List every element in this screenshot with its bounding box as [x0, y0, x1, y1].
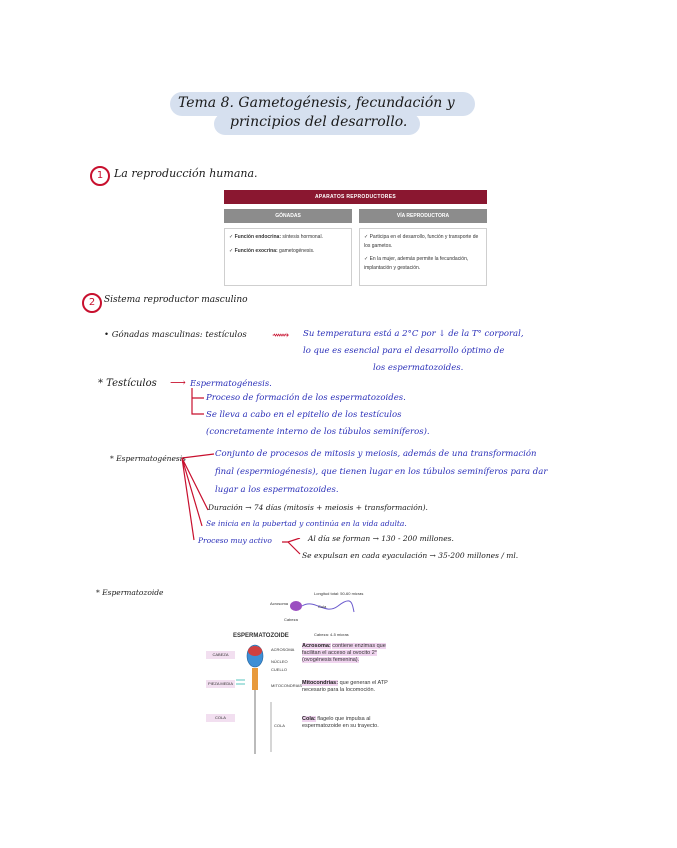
- section-1-heading: La reproducción humana.: [114, 167, 258, 180]
- fig-head-size: Cabeza: 4-5 micras: [314, 632, 349, 637]
- testiculos-target: Espermatogénesis.: [190, 379, 272, 389]
- section-2-heading: Sistema reproductor masculino: [104, 295, 248, 305]
- testiculos-point-3: (concretamente interno de los túbulos seminíferos).: [206, 427, 430, 437]
- testiculos-label: * Testículos: [98, 378, 157, 389]
- gonadas-note-2: lo que es esencial para el desarrollo óptimo de: [303, 346, 505, 356]
- gonadas-note-3: los espermatozoides.: [373, 363, 464, 373]
- section-2-number: 2: [82, 293, 102, 313]
- table-col-via: VÍA REPRODUCTORA: [359, 209, 487, 223]
- fig-cabeza: Cabeza: [284, 617, 298, 622]
- espermatogenesis-label: * Espermatogénesis: [110, 454, 186, 463]
- desc-cola: Cola: flagelo que impulsa al espermatozoide en su trayecto.: [302, 716, 379, 729]
- espermatogenesis-def-3: lugar a los espermatozoides.: [215, 485, 339, 495]
- activo-dia: Al día se forman → 130 - 200 millones.: [308, 534, 454, 543]
- gonadas-label: • Gónadas masculinas: testículos: [104, 330, 247, 340]
- reproductive-table: [224, 190, 487, 286]
- desc-mitocondrias: Mitocondrias: que generan el ATP necesario para la locomoción.: [302, 680, 388, 693]
- tag-cola: COLA: [206, 714, 235, 722]
- fig-cola: Cola: [318, 604, 327, 609]
- fan-arrows-icon: [180, 450, 220, 545]
- table-col-gonadas: GÓNADAS: [224, 209, 352, 223]
- fig-title: ESPERMATOZOIDE: [233, 633, 289, 639]
- activo-branch-icon: [282, 538, 304, 560]
- table-cell-via: [359, 228, 487, 286]
- page-title-line2: principios del desarrollo.: [230, 114, 408, 130]
- part-mitocondrias: MITOCONDRIAS: [271, 683, 303, 688]
- desc-acrosoma: Acrosoma: contiene enzimas que facilitan el acceso al ovocito 2° (ovogénesis femenina).: [302, 643, 386, 663]
- gonadas-note-1: Su temperatura está a 2°C por ↓ de la T° corporal,: [303, 329, 524, 339]
- testiculos-point-2: Se lleva a cabo en el epitelio de los testículos: [206, 410, 402, 420]
- part-cuello: CUELLO: [271, 667, 288, 672]
- part-acrosoma: ACROSOMA: [271, 647, 295, 652]
- cola-scale-label: COLA: [274, 723, 285, 728]
- via-item-2: ✓ En la mujer, además permite la fecundación, implantación y gestación.: [364, 256, 469, 271]
- page-title-line1: Tema 8. Gametogénesis, fecundación y: [178, 95, 455, 111]
- espermatozoide-heading: * Espermatozoide: [96, 588, 164, 597]
- section-1-number: 1: [90, 166, 110, 186]
- tag-cabeza: CABEZA: [206, 651, 235, 659]
- branch-arrows-icon: [190, 388, 206, 428]
- fig-acrosoma: Acrosoma: [270, 601, 289, 606]
- activo-label: Proceso muy activo: [198, 536, 272, 545]
- part-nucleo: NÚCLEO: [271, 659, 288, 664]
- tag-pieza-media: PIEZA MEDIA: [207, 681, 234, 686]
- inicio-line: Se inicia en la pubertad y continúa en la vida adulta.: [206, 519, 407, 528]
- table-cell-gonadas: [224, 228, 352, 286]
- squiggle-arrow-icon: ⟿: [272, 328, 290, 342]
- duracion-line: Duración → 74 días (mitosis + meiosis + transformación).: [208, 503, 428, 512]
- gonadas-item-1: ✓ Función endocrina: síntesis hormonal.: [229, 234, 323, 240]
- fig-length: Longitud total: 50-60 micras: [314, 591, 364, 596]
- testiculos-point-1: Proceso de formación de los espermatozoides.: [206, 393, 406, 403]
- activo-eyaculacion: Se expulsan en cada eyaculación → 35-200 millones / ml.: [302, 551, 519, 560]
- table-header: APARATOS REPRODUCTORES: [224, 190, 487, 204]
- via-item-1: ✓ Participa en el desarrollo, función y transporte de los gametos.: [364, 234, 479, 249]
- espermatogenesis-def-2: final (espermiogénesis), que tienen lugar en los túbulos seminíferos para dar: [215, 467, 548, 477]
- gonadas-item-2: ✓ Función exocrina: gametogénesis.: [229, 248, 315, 254]
- espermatogenesis-def-1: Conjunto de procesos de mitosis y meiosis, además de una transformación: [215, 449, 537, 459]
- arrow-icon: ⟶: [170, 376, 186, 389]
